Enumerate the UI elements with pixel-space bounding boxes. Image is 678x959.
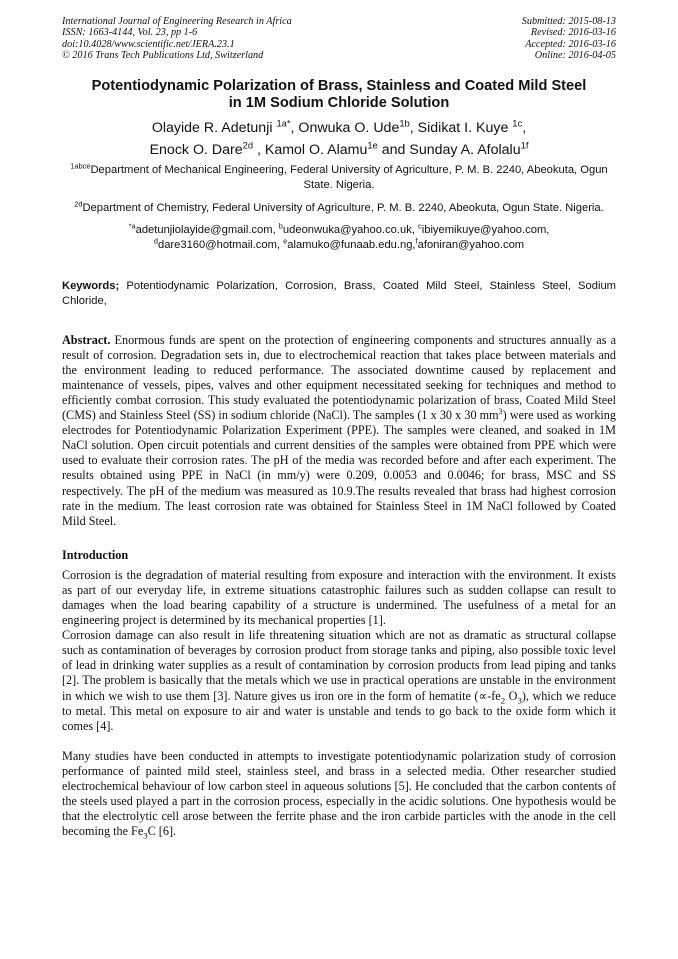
affiliation-mark: 1abce bbox=[70, 160, 91, 170]
abstract-superscript: 3 bbox=[498, 407, 503, 416]
paragraph-text: Corrosion damage can also result in life threatening situation which are not as dramatic as structural collapse such as contamination of beverages by corrosion product from storage tanks and piping, also possible toxic level of lead in drinking water supplies as a result of contamination by corrosion products from lead piping and tanks [2]. The problem is basically that the metals which we use in practical operations are unstable in the environment in which we wish to use them [3]. Nature gives us iron ore in the form of hematite (∝-fe bbox=[62, 628, 616, 703]
date-accepted: Accepted: 2016-03-16 bbox=[525, 38, 616, 50]
author-name: Sunday A. Afolalu bbox=[409, 141, 521, 158]
paragraph-text: C [6]. bbox=[147, 824, 177, 839]
author-mark: 1f bbox=[520, 139, 529, 150]
journal-name: International Journal of Engineering Research in Africa bbox=[62, 16, 292, 27]
author-separator: , bbox=[409, 119, 418, 136]
title-line-1: Potentiodynamic Polarization of Brass, Stainless and Coated Mild Steel bbox=[91, 77, 587, 94]
abstract-text: Enormous funds are spent on the protection of engineering components and structures annually as a result of corrosion. Degradation sets in, due to electrochemical reaction that takes place between materials and the environment leading to reduced performance. The associated downtime caused by replacement and maintenance of vessels, pipes, valves and other equipment necessitated seeking for techniques and method to efficiently combat corrosion. This study evaluated the potentiodynamic polarization of brass, Coated Mild Steel (CMS) and Stainless Steel (SS) in sodium chloride (NaCl). The samples (1 x 30 x 30 mm bbox=[62, 332, 616, 423]
author-name: Onwuka O. Ude bbox=[298, 119, 400, 136]
paragraph bbox=[62, 749, 616, 840]
abstract-label: Abstract. bbox=[62, 332, 111, 347]
keywords bbox=[62, 279, 616, 309]
author-mark: 2d bbox=[242, 139, 254, 150]
author-separator: , bbox=[522, 119, 527, 136]
paragraph: Corrosion is the degradation of material resulting from exposure and interaction with the environment. It exists as part of our everyday life, in extreme situations catastrophic failures such as sudden collapse can result to damages when the load bearing capability of a structure is undermined. The usefulness of a metal for an engineering project is determined by its mechanical properties [1]. bbox=[62, 567, 616, 628]
date-revised: Revised: 2016-03-16 bbox=[530, 27, 616, 39]
title-line-2: in 1M Sodium Chloride Solution bbox=[228, 94, 450, 111]
email-mark: d bbox=[153, 236, 158, 246]
author-line-1 bbox=[62, 117, 616, 139]
keywords-text: Potentiodynamic Polarization, Corrosion, Brass, Coated Mild Steel, Stainless Steel, Sodium Chloride, bbox=[62, 279, 616, 307]
section-heading-introduction: Introduction bbox=[62, 547, 129, 562]
affiliation-1 bbox=[62, 160, 616, 194]
email-link[interactable]: afoniran@yahoo.com bbox=[417, 239, 525, 251]
subscript: 2 bbox=[500, 695, 506, 705]
email-link[interactable]: adetunjiolayide@gmail.com, bbox=[135, 224, 279, 237]
author-name: Sidikat I. Kuye bbox=[417, 119, 513, 136]
affiliation-text: Department of Chemistry, Federal University of Agriculture, P. M. B. 2240, Abeokuta, Ogun State. Nigeria. bbox=[82, 201, 604, 214]
subscript: 3 bbox=[143, 830, 148, 841]
submission-dates bbox=[522, 16, 616, 62]
email-line-2 bbox=[62, 238, 616, 253]
email-mark: b bbox=[278, 221, 283, 231]
author-separator: , bbox=[253, 141, 265, 158]
author-name: Olayide R. Adetunji bbox=[151, 119, 277, 136]
email-link[interactable]: alamuko@funaab.edu.ng, bbox=[287, 239, 416, 251]
affiliation-mark: 2d bbox=[74, 199, 83, 209]
email-mark: c bbox=[418, 221, 422, 231]
keywords-label: Keywords; bbox=[62, 279, 120, 292]
paragraph-text: O bbox=[505, 688, 518, 703]
email-line-1 bbox=[62, 223, 616, 238]
email-mark: f bbox=[415, 236, 418, 246]
introduction-body bbox=[62, 568, 616, 840]
author-emails bbox=[62, 223, 616, 252]
email-mark: e bbox=[283, 236, 288, 246]
affiliation-text: Department of Mechanical Engineering, Federal University of Agriculture, P. M. B. 2240, Abeokuta, Ogun State. Nigeria. bbox=[90, 163, 608, 192]
subscript: 3 bbox=[517, 695, 522, 705]
email-link[interactable]: ibiyemikuye@yahoo.com, bbox=[421, 224, 550, 237]
paper-title bbox=[62, 78, 616, 112]
author-list bbox=[62, 117, 616, 161]
author-mark: 1a* bbox=[276, 117, 291, 128]
author-separator: and bbox=[377, 141, 410, 158]
paper-page bbox=[62, 16, 616, 839]
journal-info bbox=[62, 16, 292, 62]
author-mark: 1c bbox=[512, 117, 523, 128]
journal-copyright: © 2016 Trans Tech Publications Ltd, Switzerland bbox=[62, 50, 264, 62]
author-mark: 1e bbox=[367, 139, 378, 150]
author-name: Enock O. Dare bbox=[149, 141, 243, 158]
date-submitted: Submitted: 2015-08-13 bbox=[521, 16, 616, 27]
journal-doi: doi:10.4028/www.scientific.net/JERA.23.1 bbox=[62, 38, 235, 50]
email-link[interactable]: udeonwuka@yahoo.co.uk, bbox=[282, 224, 419, 237]
affiliation-2 bbox=[62, 201, 616, 217]
author-mark: 1b bbox=[399, 117, 410, 128]
email-mark: *a bbox=[128, 221, 136, 231]
paragraph bbox=[62, 628, 616, 734]
journal-header bbox=[62, 16, 616, 62]
journal-issn: ISSN: 1663-4144, Vol. 23, pp 1-6 bbox=[62, 27, 198, 39]
author-line-2 bbox=[62, 139, 616, 161]
paragraph-text: Many studies have been conducted in attempts to investigate potentiodynamic polarization study of corrosion performance of painted mild steel, stainless steel, and brass in a selected media. Other researcher studied electrochemical behaviour of low carbon steel in aqueous solutions [5]. He concluded that the carbon contents of the steels used played a part in the corrosion process, especially in the acidic solutions. One hypothesis would be that the electrolytic cell arose between the ferrite phase and the iron carbide particles with the anode in the cell becoming the Fe bbox=[62, 748, 616, 839]
email-link[interactable]: dare3160@hotmail.com, bbox=[157, 239, 284, 251]
author-name: Kamol O. Alamu bbox=[264, 141, 368, 158]
paragraph-text: ), which we reduce to metal. This metal on exposure to air and water is unstable and tends to go back to the oxide form which it comes [4]. bbox=[62, 688, 616, 733]
date-online: Online: 2016-04-05 bbox=[534, 50, 616, 62]
abstract bbox=[62, 333, 616, 529]
abstract-text: ) were used as working electrodes for Potentiodynamic Polarization Experiment (PPE). The samples were cleaned, and soaked in 1M NaCl solution. Open circuit potentials and current densities of the samples were obtained from PPE which were used to evaluate their corrosion rates. The pH of the media was recorded before and after each experiment. The results obtained using PPE in NaCl (in mm/y) were 0.209, 0.0053 and 0.0046; for brass, MSC and SS respectively. The pH of the medium was measured as 10.9.The results revealed that brass had highest corrosion rate in the medium. The least corrosion rate was obtained for Stainless Steel in 1M NaCl followed by Coated Mild Steel. bbox=[62, 408, 616, 528]
author-separator: , bbox=[290, 119, 299, 136]
